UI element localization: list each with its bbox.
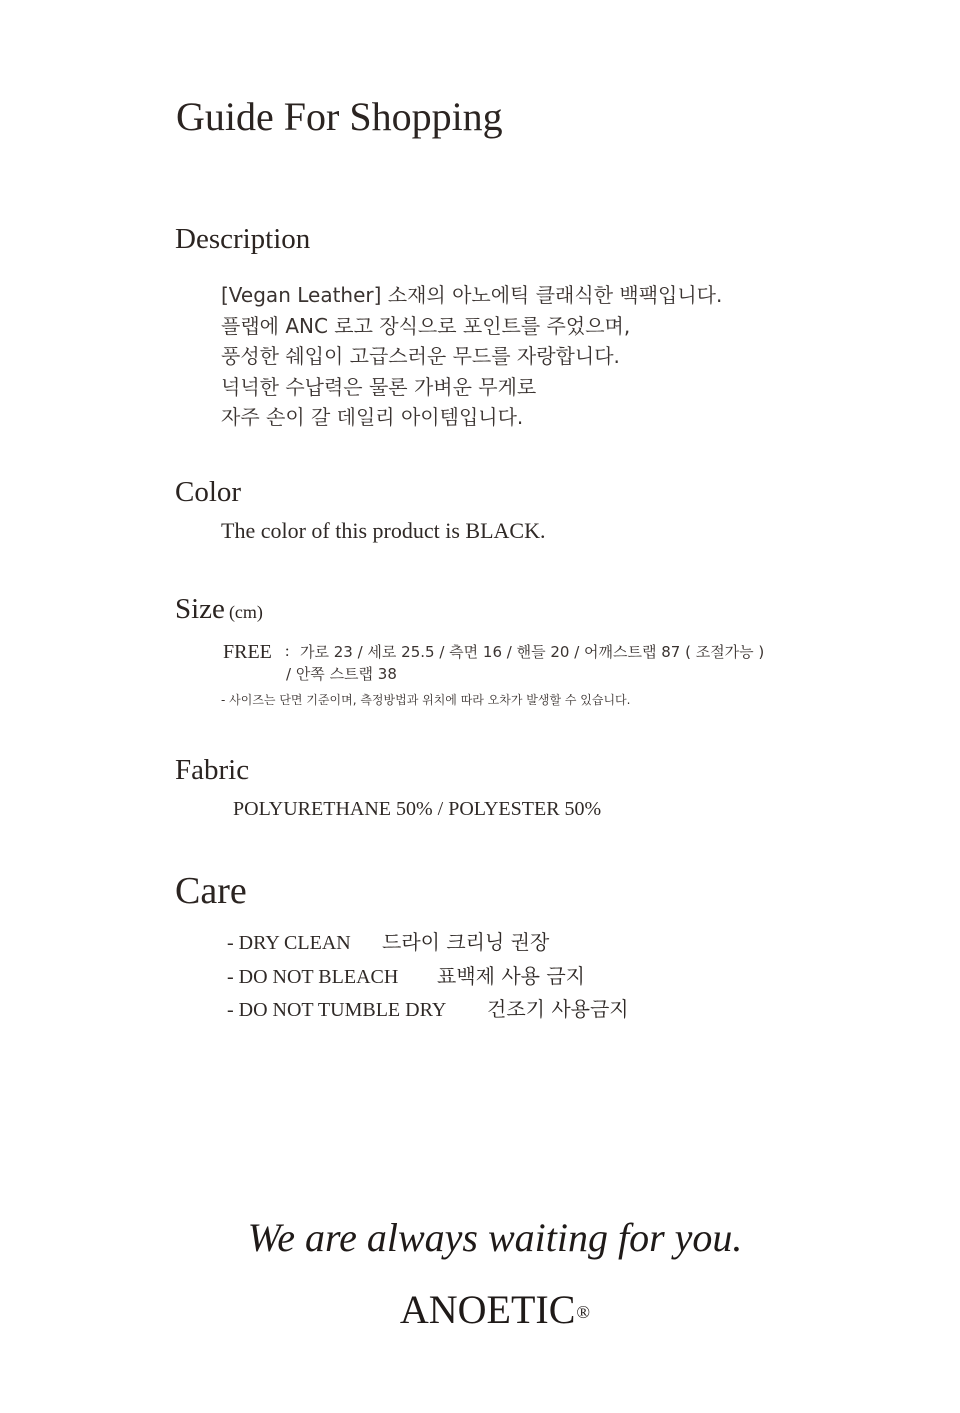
size-unit: (cm) [228, 602, 263, 622]
size-label: FREE [223, 641, 272, 663]
description-heading: Description [175, 223, 311, 255]
size-detail-line-2: / 안쪽 스트랩 38 [286, 665, 397, 683]
care-item-ko: 표백제 사용 금지 [437, 963, 585, 988]
description-body [221, 280, 722, 433]
description-line: 자주 손이 갈 데일리 아이템입니다. [221, 405, 524, 429]
brand-logo [0, 1284, 960, 1336]
size-colon: : [285, 643, 290, 660]
size-heading [175, 591, 263, 630]
care-item-en: - DO NOT TUMBLE DRY [227, 999, 447, 1021]
care-list [227, 928, 629, 1029]
color-heading: Color [175, 476, 242, 508]
care-item-en: - DRY CLEAN [227, 932, 351, 954]
size-note: - 사이즈는 단면 기준이며, 측정방법과 위치에 따라 오차가 발생할 수 있습니다. [221, 693, 631, 707]
brand-name: ANOETIC [399, 1287, 576, 1332]
closing-message: We are always waiting for you. [247, 1215, 743, 1260]
care-item-en: - DO NOT BLEACH [227, 965, 399, 988]
registered-mark: ® [576, 1302, 591, 1322]
color-text: The color of this product is BLACK. [221, 518, 546, 543]
description-line: 풍성한 쉐입이 고급스러운 무드를 자랑합니다. [221, 344, 620, 368]
care-item-ko: 건조기 사용금지 [487, 997, 629, 1021]
care-item-ko: 드라이 크리닝 권장 [382, 930, 550, 954]
care-heading: Care [175, 870, 247, 912]
care-item [227, 962, 629, 996]
page-title: Guide For Shopping [176, 94, 503, 139]
fabric-text: POLYURETHANE 50% / POLYESTER 50% [233, 798, 602, 820]
description-line: [Vegan Leather] 소재의 아노에틱 클래식한 백팩입니다. [221, 283, 723, 307]
description-line: 넉넉한 수납력은 물론 가벼운 무게로 [221, 374, 537, 399]
fabric-heading: Fabric [175, 754, 250, 786]
description-line: 플랩에 ANC 로고 장식으로 포인트를 주었으며, [221, 313, 631, 338]
care-item [227, 928, 629, 962]
size-heading-label: Size [175, 593, 225, 625]
care-item [227, 995, 629, 1029]
size-detail-line-1: 가로 23 / 세로 25.5 / 측면 16 / 핸들 20 / 어깨스트랩 87 ( 조절가능 ) [300, 643, 765, 661]
